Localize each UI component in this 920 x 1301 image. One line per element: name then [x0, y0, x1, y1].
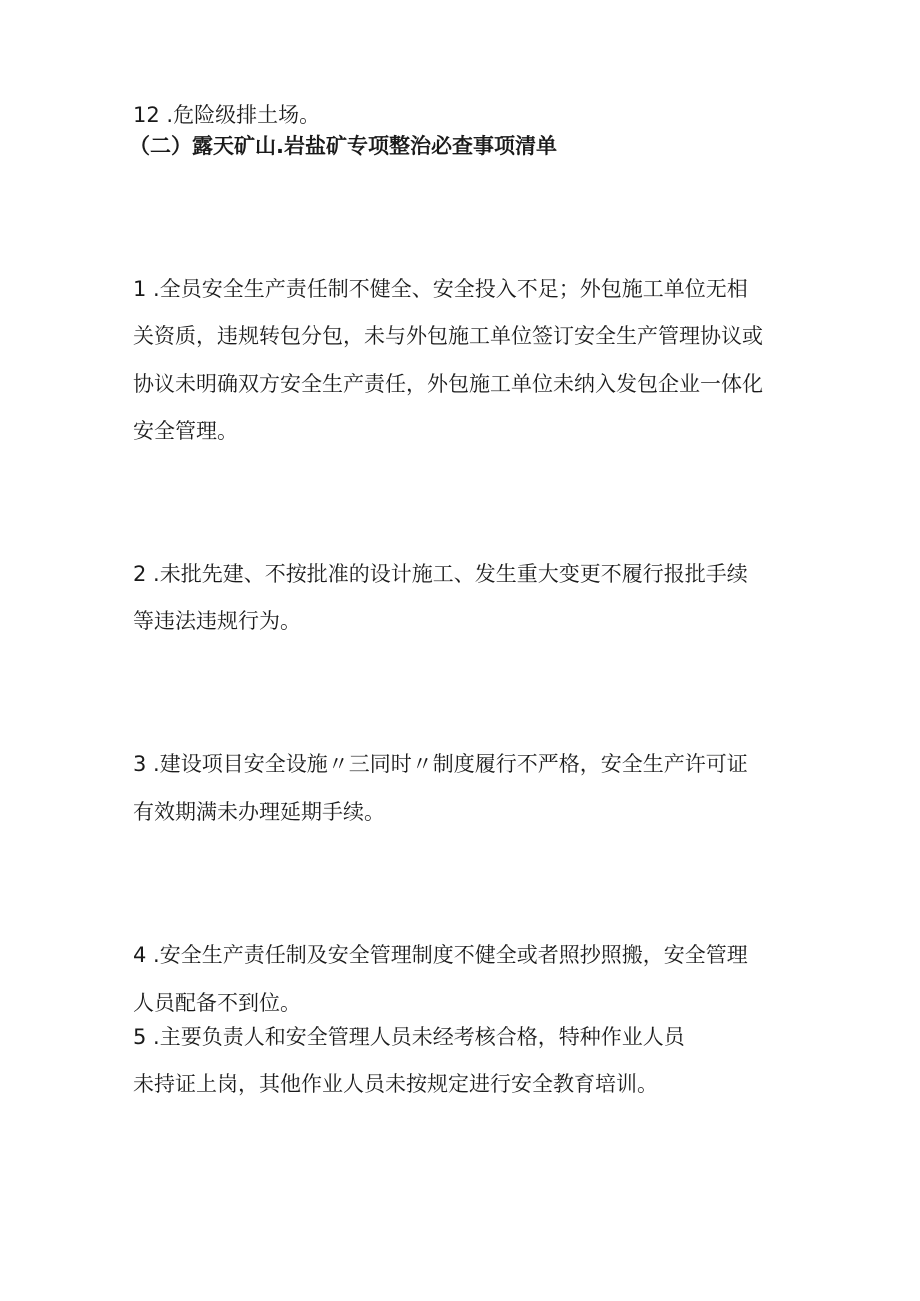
- section-heading: （二）露天矿山.岩盐矿专项整治必查事项清单: [129, 134, 557, 158]
- item-3-line-2: 有效期满未办理延期手续。: [133, 800, 385, 824]
- item-5-line-2: 未持证上岗，其他作业人员未按规定进行安全教育培训。: [133, 1072, 658, 1096]
- item-4-line-1: 4 .安全生产责任制及安全管理制度不健全或者照抄照搬，安全管理: [133, 943, 748, 967]
- item-3-line-1: 3 .建设项目安全设施〃三同时〃制度履行不严格，安全生产许可证: [133, 752, 748, 776]
- item-1-line-3: 协议未明确双方安全生产责任，外包施工单位未纳入发包企业一体化: [133, 372, 763, 396]
- item-2-line-1: 2 .未批先建、不按批准的设计施工、发生重大变更不履行报批手续: [133, 562, 748, 586]
- item-5-line-1: 5 .主要负责人和安全管理人员未经考核合格，特种作业人员: [133, 1025, 685, 1049]
- item-1-line-2: 关资质，违规转包分包，未与外包施工单位签订安全生产管理协议或: [133, 324, 763, 348]
- item-4-line-2: 人员配备不到位。: [133, 991, 301, 1015]
- item-1-line-1: 1 .全员安全生产责任制不健全、安全投入不足；外包施工单位无相: [133, 277, 748, 301]
- list-item-12: 12 .危险级排土场。: [133, 103, 321, 127]
- item-2-line-2: 等违法违规行为。: [133, 609, 301, 633]
- item-1-line-4: 安全管理。: [133, 419, 238, 443]
